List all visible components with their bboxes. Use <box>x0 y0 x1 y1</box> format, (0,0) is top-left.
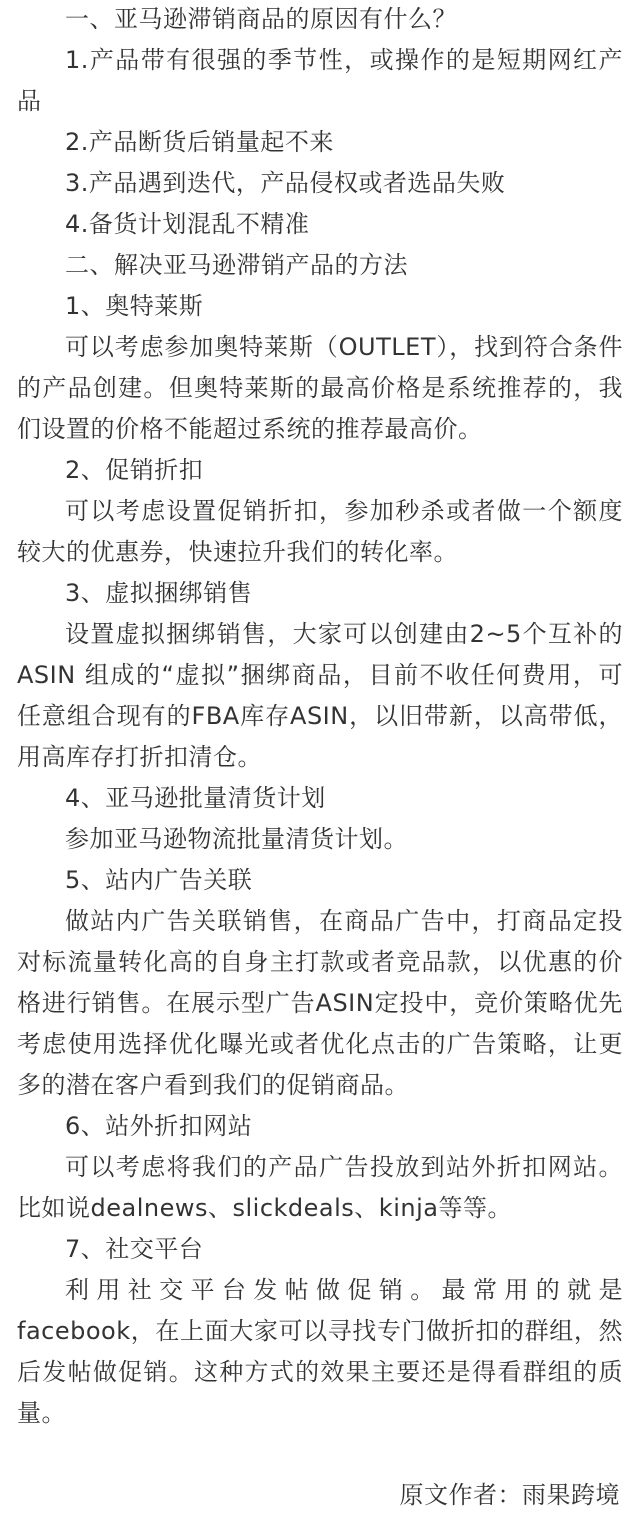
method-heading-bundle: 3、虚拟捆绑销售 <box>65 579 253 607</box>
reason-item-4: 4.备货计划混乱不精准 <box>65 210 310 238</box>
method-text-social: 利用社交平台发帖做促销。最常用的就是facebook，在上面大家可以寻找专门做折扣的群组，然后发帖做促销。这种方式的效果主要还是得看群组的质量。 <box>17 1276 623 1427</box>
method-text-liquidation: 参加亚马逊物流批量清货计划。 <box>65 825 408 853</box>
reason-item-2: 2.产品断货后销量起不来 <box>65 128 334 156</box>
section-heading-reasons: 一、亚马逊滞销商品的原因有什么？ <box>65 5 457 33</box>
section-heading-methods: 二、解决亚马逊滞销产品的方法 <box>65 251 408 279</box>
reason-item-3: 3.产品遇到迭代，产品侵权或者选品失败 <box>65 169 506 197</box>
method-heading-offsite-deals: 6、站外折扣网站 <box>65 1112 253 1140</box>
method-heading-social: 7、社交平台 <box>65 1235 204 1263</box>
method-heading-onsite-ads: 5、站内广告关联 <box>65 866 253 894</box>
method-heading-outlet: 1、奥特莱斯 <box>65 292 204 320</box>
method-text-discount: 可以考虑设置促销折扣，参加秒杀或者做一个额度较大的优惠券，快速拉升我们的转化率。 <box>17 497 623 566</box>
method-text-bundle: 设置虚拟捆绑销售，大家可以创建由2~5个互补的 ASIN 组成的“虚拟”捆绑商品，目前不收任何费用，可任意组合现有的FBA库存ASIN，以旧带新，以高带低，用高库存打折扣清仓。 <box>17 620 623 771</box>
method-text-offsite-deals: 可以考虑将我们的产品广告投放到站外折扣网站。比如说dealnews、slickdeals、kinja等等。 <box>17 1153 623 1222</box>
method-heading-liquidation: 4、亚马逊批量清货计划 <box>65 784 326 812</box>
method-heading-discount: 2、促销折扣 <box>65 456 204 484</box>
method-text-onsite-ads: 做站内广告关联销售，在商品广告中，打商品定投对标流量转化高的自身主打款或者竞品款，以优惠的价格进行销售。在展示型广告ASIN定投中，竞价策略优先考虑使用选择优化曝光或者优化点击的广告策略，让更多的潜在客户看到我们的促销商品。 <box>17 907 623 1099</box>
author-credit: 原文作者：雨果跨境 <box>399 1481 620 1509</box>
reason-item-1: 1.产品带有很强的季节性，或操作的是短期网红产品 <box>17 46 623 115</box>
method-text-outlet: 可以考虑参加奥特莱斯（OUTLET），找到符合条件的产品创建。但奥特莱斯的最高价格是系统推荐的，我们设置的价格不能超过系统的推荐最高价。 <box>17 333 623 443</box>
